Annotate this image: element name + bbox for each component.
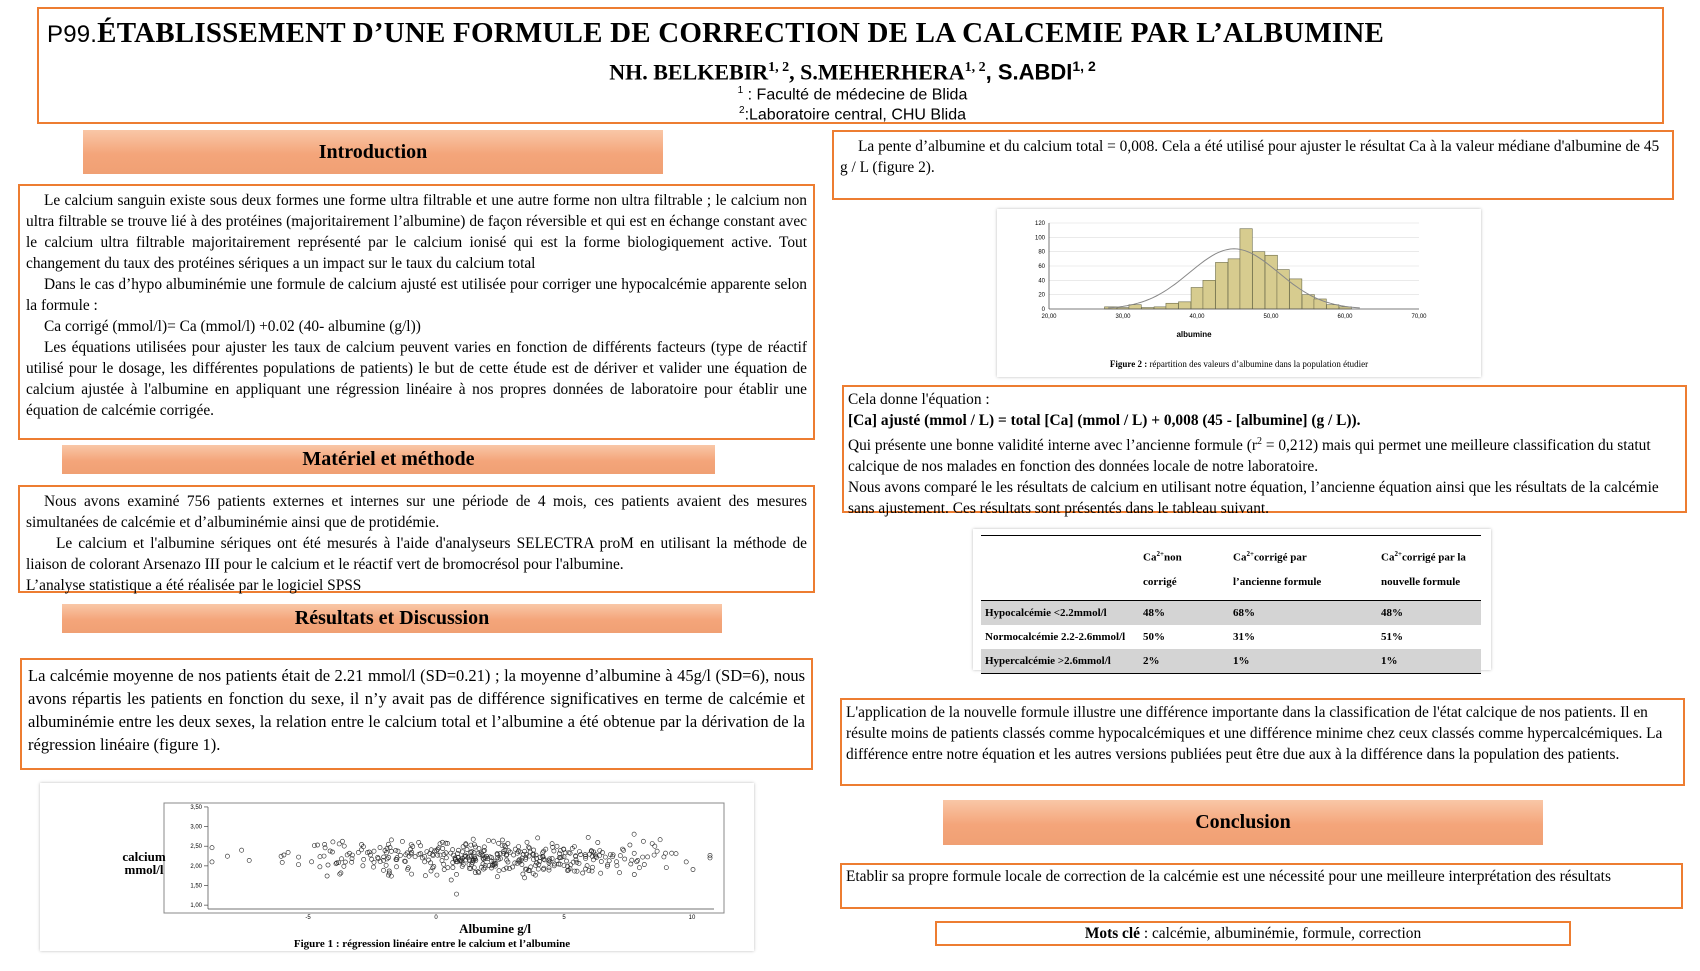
fig2-bar xyxy=(1179,302,1191,309)
cell: 51% xyxy=(1381,630,1403,643)
cell: 1% xyxy=(1381,654,1398,667)
fig1-xtick-label: 10 xyxy=(688,915,696,921)
row-label: Hypercalcémie >2.6mmol/l xyxy=(985,654,1111,667)
eq-compare: Nous avons comparé le les résultats de calcium en utilisant notre équation, l’ancienne équation ainsi que les résultats de la calcémie sans ajustement. Ces résultats sont présentés dans le tableau suivant. xyxy=(848,479,1659,518)
fig2-ytick-label: 60 xyxy=(1038,264,1045,270)
table-row xyxy=(981,649,1481,674)
poster-number: P99. xyxy=(47,21,98,48)
results-table-wrap xyxy=(973,529,1491,670)
fig2-ytick-label: 40 xyxy=(1038,278,1045,285)
fig2-caption xyxy=(1110,359,1368,369)
table-header-row xyxy=(981,536,1481,601)
fig1-ytick-label: 3,00 xyxy=(190,824,202,831)
intro-p2: Dans le cas d’hypo albuminémie une formule de calcium ajusté est utilisée pour corriger une hypocalcémie apparente selon la formule : xyxy=(26,276,807,314)
eq-intro: Cela donne l'équation : xyxy=(848,391,990,408)
fig2-xlabel: albumine xyxy=(1176,330,1212,339)
cell: 68% xyxy=(1233,606,1255,619)
figure-1-chart xyxy=(40,783,754,951)
figure-1 xyxy=(40,783,754,951)
fig2-ytick-label: 100 xyxy=(1034,235,1045,242)
application-text: L'application de la nouvelle formule illustre une différence importante dans la classification de l'état calcique de nos patients. Il en résulte moins de patients classés comme hypocalcémiques et une différence minime chez ceux classés comme hypercalcémiques. La différence entre notre équation et les autres versions publiées peut être due aux à la différence dans la population des patients. xyxy=(846,704,1663,763)
fig1-xtick-label: -5 xyxy=(305,915,311,921)
cell: 50% xyxy=(1143,630,1165,643)
equation-box xyxy=(842,385,1687,518)
row-label: Hypocalcémie <2.2mmol/l xyxy=(985,606,1107,619)
fig2-bar xyxy=(1203,280,1215,309)
fig2-xtick-label: 30,00 xyxy=(1115,314,1131,320)
fig2-caption-bold: Figure 2 : xyxy=(1109,359,1148,369)
fig1-ytick-label: 1,50 xyxy=(190,883,202,890)
conclusion-text: Etablir sa propre formule locale de correction de la calcémie est une nécessité pour une meilleure interprétation des résultats xyxy=(846,868,1611,885)
section-methods: Matériel et méthode xyxy=(62,445,715,474)
author-3: , S.ABDI xyxy=(985,59,1073,85)
fig1-ylabel-2: mmol/l xyxy=(124,862,164,877)
fig2-bar xyxy=(1191,288,1203,310)
aff2-text: :Laboratoire central, CHU Blida xyxy=(744,106,966,124)
intro-p4: Les équations utilisées pour ajuster les taux de calcium peuvent varies en fonction de différents facteurs (type de réactif utilisé pour le dosage, les différentes populations de patients) le but de cette étude est de dériver et valider une équation de calcium ajustée à l'albumine en appliquant une régression linéaire à nos propres données de laboratoire pour établir une équation de calcémie corrigée. xyxy=(26,339,807,419)
fig2-bar xyxy=(1314,299,1326,309)
fig2-caption-text: répartition des valeurs d’albumine dans la population étudier xyxy=(1147,359,1369,369)
figure-2-chart xyxy=(997,209,1481,377)
fig1-ylabel-1: calcium xyxy=(122,849,166,864)
author-2: , S.MEHERHERA xyxy=(789,59,965,85)
results-box xyxy=(20,658,813,770)
fig1-xlabel: Albumine g/l xyxy=(459,921,531,936)
affiliation-2 xyxy=(39,105,1666,124)
author-1: NH. BELKEBIR xyxy=(609,59,769,85)
author-3-sup: 1, 2 xyxy=(1072,58,1096,74)
eq-validity xyxy=(848,431,1681,477)
keywords-box xyxy=(935,921,1571,946)
methods-p1: Nous avons examiné 756 patients externes et internes sur une période de 4 mois, ces patients avaient des mesures simultanées de calcémie et d’albuminémie ainsi que de protidémie. xyxy=(26,493,807,531)
fig2-bar xyxy=(1228,259,1240,309)
intro-formula: Ca corrigé (mmol/l)= Ca (mmol/l) +0.02 (40- albumine (g/l)) xyxy=(44,318,421,335)
results-p1: La calcémie moyenne de nos patients était de 2.21 mmol/l (SD=0.21) ; la moyenne d’albumine à 45g/l (SD=6), nous avons répartis les patients en fonction du sexe, il n’y avait pas de différence significatives en terme de calcémie et albuminémie entre les deux sexes, la relation entre le calcium total et l’albumine a été obtenue par la dérivation de la régression linéaire (figure 1). xyxy=(28,666,805,754)
results-table xyxy=(981,535,1481,674)
section-introduction: Introduction xyxy=(83,130,663,174)
fig2-ytick-label: 120 xyxy=(1034,221,1045,227)
fig2-bar xyxy=(1216,262,1228,309)
slope-box xyxy=(832,130,1674,200)
keywords-label: Mots clé xyxy=(1084,925,1140,942)
keywords-text: : calcémie, albuminémie, formule, correction xyxy=(1139,925,1422,942)
methods-p2: Le calcium et l'albumine sériques ont été mesurés à l'aide d'analyseurs SELECTRA proM en utilisant la méthode de liaison de colorant Arsenazo III pour le calcium et le réactif vert de bromocrésol pour l'albumine. xyxy=(26,535,807,573)
table-header-1: $Ca^{2+}non$ corrigé xyxy=(1143,550,1182,588)
poster-title xyxy=(47,17,1657,50)
fig2-bar xyxy=(1240,229,1252,309)
methods-p3: L’analyse statistique a été réalisée par le logiciel SPSS xyxy=(26,577,362,594)
fig2-xtick-label: 60,00 xyxy=(1337,314,1353,320)
cell: 31% xyxy=(1233,630,1255,643)
conclusion-box xyxy=(840,863,1683,909)
table-row xyxy=(981,600,1481,625)
cell: 1% xyxy=(1233,654,1250,667)
eq-validity-a: Qui présente une bonne validité interne avec l’ancienne formule (r xyxy=(848,437,1257,455)
cell: 2% xyxy=(1143,654,1160,667)
fig2-xtick-label: 70,00 xyxy=(1411,314,1427,320)
table-header-2: $Ca^{2+}corrigé$ par l’ancienne formule xyxy=(1233,550,1322,588)
fig2-xtick-label: 40,00 xyxy=(1189,314,1205,320)
slope-text: La pente d’albumine et du calcium total = 0,008. Cela a été utilisé pour ajuster le résultat Ca à la valeur médiane d'albumine de 45 g / L (figure 2). xyxy=(840,138,1660,176)
intro-box xyxy=(18,184,815,440)
fig2-bar xyxy=(1277,270,1289,309)
fig2-ytick-label: 20 xyxy=(1038,292,1045,299)
authors xyxy=(39,58,1666,85)
fig1-ytick-label: 1,00 xyxy=(190,903,202,910)
affiliation-1 xyxy=(39,85,1666,104)
aff1-text: : Faculté de médecine de Blida xyxy=(743,86,968,104)
row-label: Normocalcémie 2.2-2.6mmol/l xyxy=(985,630,1126,643)
figure-2 xyxy=(997,209,1481,377)
aff1-sup: 1 xyxy=(737,85,744,96)
section-conclusion: Conclusion xyxy=(943,800,1543,845)
author-1-sup: 1, 2 xyxy=(768,60,790,75)
application-box xyxy=(840,698,1685,786)
title-text: ÉTABLISSEMENT D’UNE FORMULE DE CORRECTION DE LA CALCEMIE PAR L’ALBUMINE xyxy=(97,17,1385,49)
header-box xyxy=(37,7,1664,124)
fig1-ytick-label: 2,00 xyxy=(190,863,202,870)
methods-box xyxy=(18,485,815,593)
fig1-xtick-label: 5 xyxy=(562,915,566,921)
intro-p1: Le calcium sanguin existe sous deux formes une forme ultra filtrable et une autre forme non ultra filtrable ; le calcium non ultra filtrable se trouve lié à des protéines (majoritairement l’albumine) de façon réversible et qui est en échange constant avec le calcium ultra filtrable majoritairement représenté par le calcium ionisé qui est la forme biologiquement active. Tout changement du taux des protéines sériques a un impact sur le taux du calcium total xyxy=(26,192,807,272)
author-2-sup: 1, 2 xyxy=(964,60,986,75)
fig1-xtick-label: 0 xyxy=(434,915,438,921)
fig1-caption: Figure 1 : régression linéaire entre le calcium et l’albumine xyxy=(293,938,571,950)
table-header-3: $Ca^{2+}corrigé$ par la nouvelle formule xyxy=(1381,550,1466,588)
fig2-ytick-label: 80 xyxy=(1038,249,1045,256)
fig1-ytick-label: 3,50 xyxy=(190,804,202,811)
section-results: Résultats et Discussion xyxy=(62,604,722,633)
aff2-sup: 2 xyxy=(739,105,745,116)
eq-validity-b: = 0,212) mais qui permet une meilleure classification du statut calcique de nos malades en fonction des données locale de notre laboratoire. xyxy=(848,437,1651,476)
table-row xyxy=(981,625,1481,649)
fig2-xtick-label: 20,00 xyxy=(1041,314,1057,320)
cell: 48% xyxy=(1143,606,1165,619)
fig2-xtick-label: 50,00 xyxy=(1263,314,1279,320)
fig1-ytick-label: 2,50 xyxy=(190,844,202,851)
cell: 48% xyxy=(1381,606,1403,619)
fig2-bar xyxy=(1166,303,1178,309)
eq-formula: [Ca] ajusté (mmol / L) = total [Ca] (mmol / L) + 0,008 (45 - [albumine] (g / L)). xyxy=(848,412,1361,429)
eq-validity-sup: 2 xyxy=(1256,436,1262,447)
fig2-ytick-label: 0 xyxy=(1041,307,1045,313)
